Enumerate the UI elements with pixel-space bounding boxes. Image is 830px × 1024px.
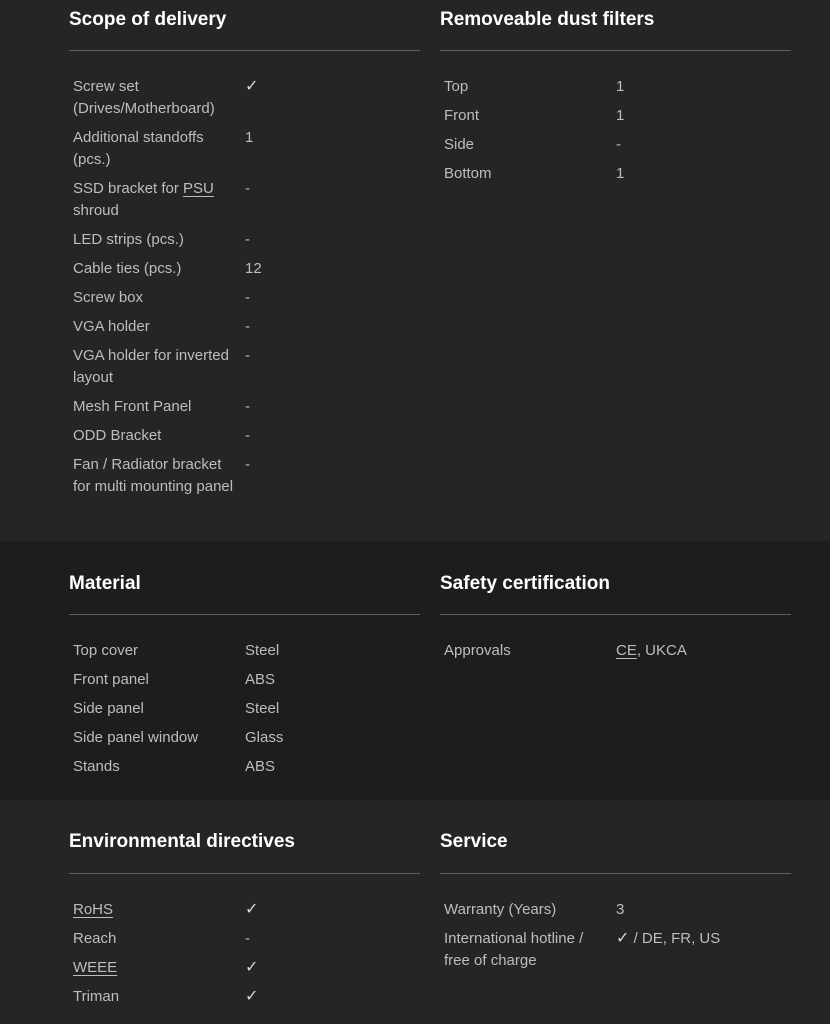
spec-value: 1	[616, 107, 625, 124]
spec-label: LED strips (pcs.)	[73, 231, 184, 248]
spec-value: ✓ / DE, FR, US	[616, 930, 721, 947]
spec-value: -	[245, 347, 250, 364]
dust-filters-heading: Removeable dust filters	[440, 9, 655, 30]
divider	[69, 614, 420, 615]
spec-value: -	[245, 318, 250, 335]
spec-label: ODD Bracket	[73, 427, 162, 444]
spec-label: Bottom	[444, 165, 492, 182]
spec-value: -	[245, 289, 250, 306]
environmental-heading: Environmental directives	[69, 831, 295, 852]
material-heading: Material	[69, 573, 141, 594]
spec-label	[73, 957, 241, 979]
spec-label: VGA holder	[73, 318, 150, 335]
divider	[69, 50, 420, 51]
weee-glossary-link[interactable]: WEEE	[73, 959, 118, 976]
spec-label: Cable ties (pcs.)	[73, 260, 182, 277]
check-icon: ✓	[245, 988, 259, 1005]
spec-value: 1	[616, 78, 625, 95]
service-heading: Service	[440, 831, 508, 852]
spec-value: 12	[245, 260, 262, 277]
spec-value: -	[245, 930, 250, 947]
ce-glossary-link[interactable]: CE	[616, 642, 637, 659]
spec-value: ABS	[245, 671, 276, 688]
safety-heading: Safety certification	[440, 573, 610, 594]
section-band-3	[0, 800, 830, 1024]
spec-label: VGA holder for inverted layout	[73, 347, 229, 386]
spec-label: Reach	[73, 930, 117, 947]
spec-label: Mesh Front Panel	[73, 398, 192, 415]
psu-glossary-link[interactable]: PSU	[183, 180, 214, 197]
spec-value: -	[245, 456, 250, 473]
spec-label: Additional standoffs (pcs.)	[73, 129, 204, 168]
spec-label: Front	[444, 107, 480, 124]
check-icon: ✓	[616, 930, 630, 947]
rohs-glossary-link[interactable]: RoHS	[73, 901, 114, 918]
spec-value: 3	[616, 901, 625, 918]
spec-label: Warranty (Years)	[444, 901, 557, 918]
spec-value: Glass	[245, 729, 284, 746]
spec-value: 1	[616, 165, 625, 182]
spec-value: Steel	[245, 642, 280, 659]
spec-value: -	[616, 136, 621, 153]
spec-label: SSD bracket for PSU shroud	[73, 180, 214, 219]
spec-label: Fan / Radiator bracket for multi mounting panel	[73, 456, 234, 495]
spec-label: Triman	[73, 988, 120, 1005]
divider	[69, 873, 420, 874]
spec-label: Front panel	[73, 671, 149, 688]
spec-label: Screw box	[73, 289, 144, 306]
spec-label: Top cover	[73, 642, 139, 659]
spec-label: Top	[444, 78, 469, 95]
spec-value: 1	[245, 129, 254, 146]
spec-label: Side panel	[73, 700, 144, 717]
spec-value: -	[245, 180, 250, 197]
spec-value: Steel	[245, 700, 280, 717]
divider	[440, 873, 791, 874]
spec-label: Side	[444, 136, 475, 153]
spec-label: Approvals	[444, 642, 511, 659]
scope-heading: Scope of delivery	[69, 9, 227, 30]
spec-label: Stands	[73, 758, 120, 775]
spec-label	[73, 899, 241, 921]
spec-label: International hotline / free of charge	[444, 930, 584, 969]
section-band-2	[0, 541, 830, 800]
spec-value: -	[245, 231, 250, 248]
spec-value: CE, UKCA	[616, 642, 687, 659]
check-icon: ✓	[245, 901, 259, 918]
spec-value: -	[245, 427, 250, 444]
divider	[440, 614, 791, 615]
spec-value: -	[245, 398, 250, 415]
spec-label: Side panel window	[73, 729, 199, 746]
spec-value: ABS	[245, 758, 276, 775]
spec-label: Screw set (Drives/Motherboard)	[73, 78, 215, 117]
check-icon: ✓	[245, 78, 259, 95]
check-icon: ✓	[245, 959, 259, 976]
divider	[440, 50, 791, 51]
